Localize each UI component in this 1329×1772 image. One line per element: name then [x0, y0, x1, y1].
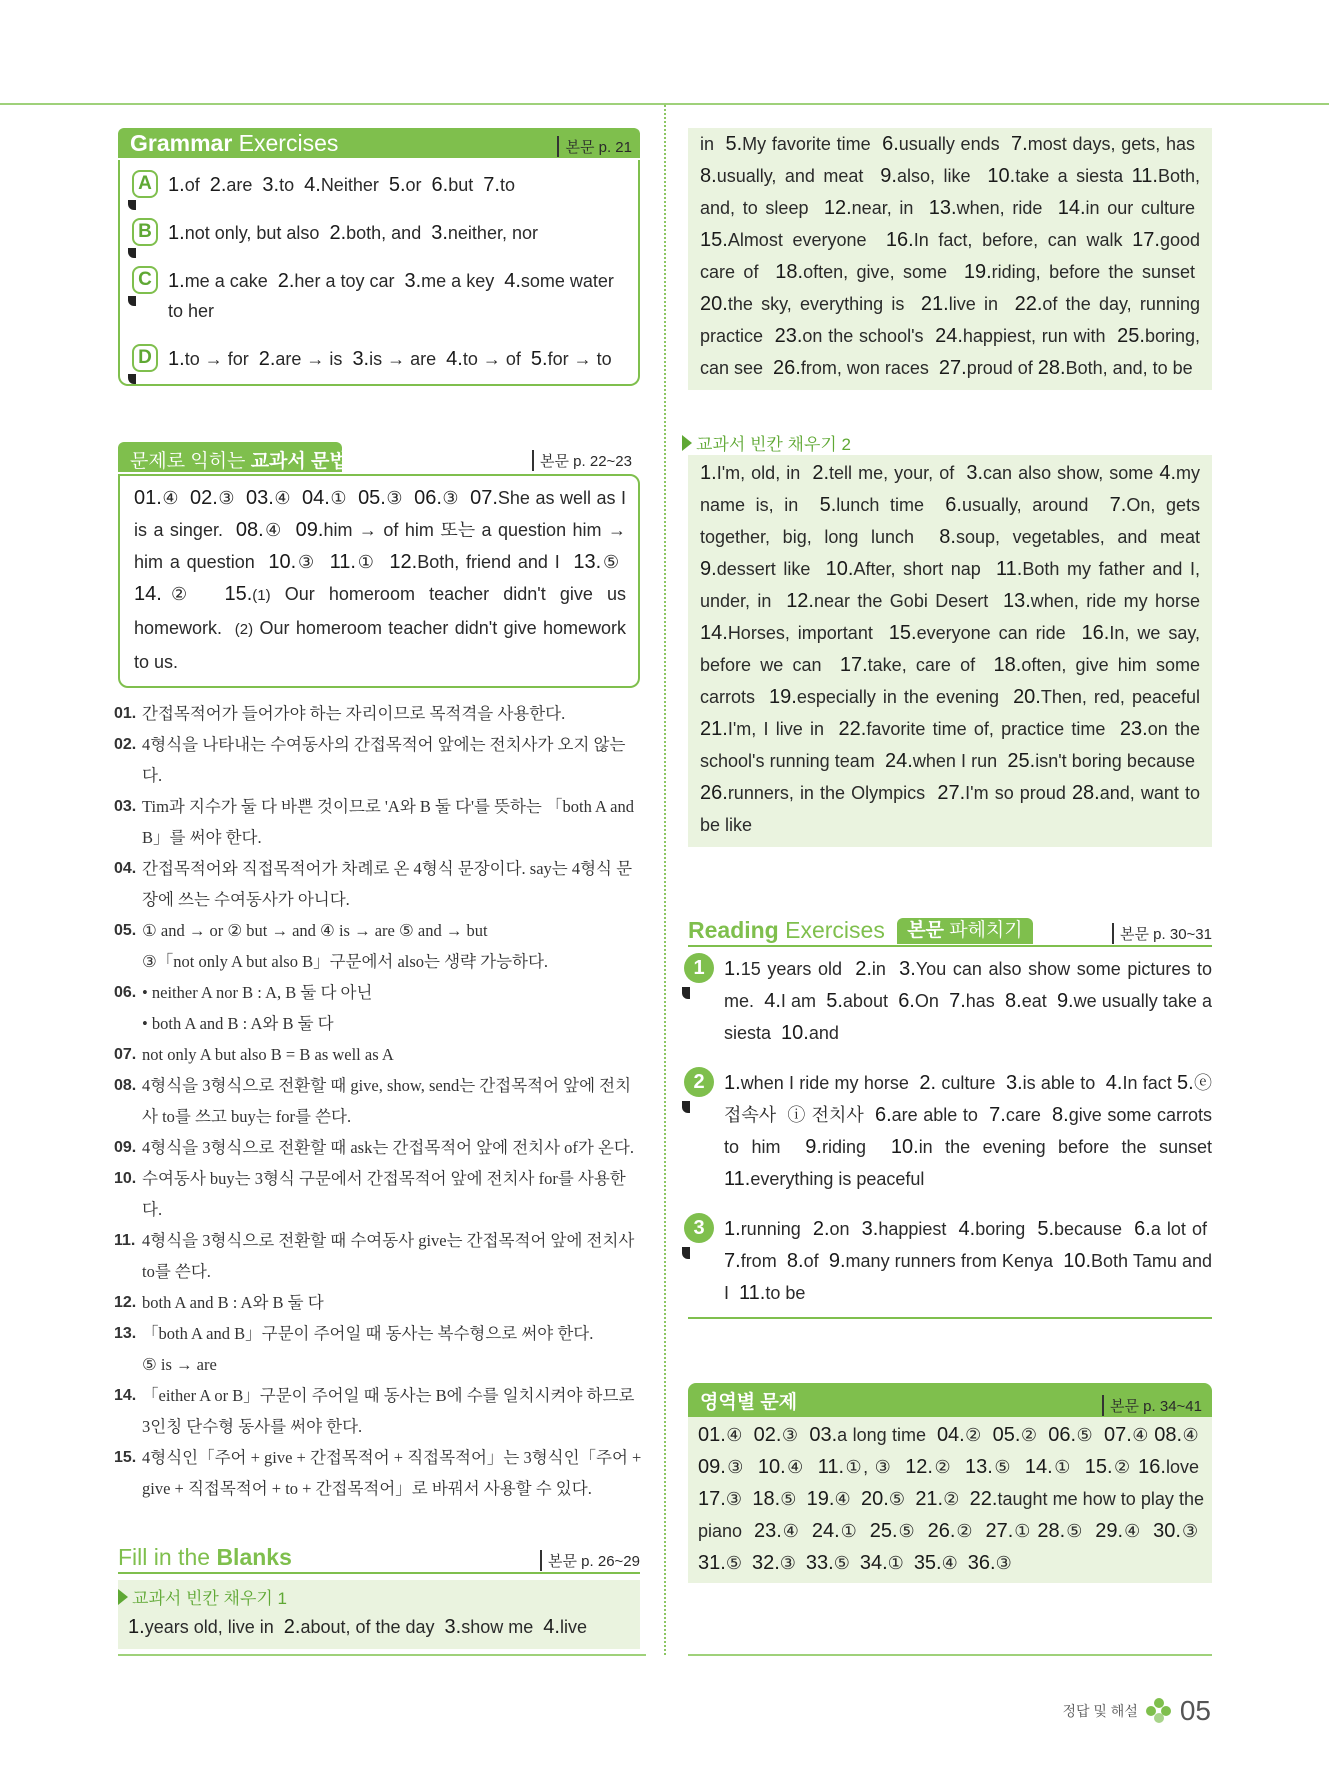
fill-blanks-1-answers-start: 1.years old, live in 2.about, of the day 3.show me 4.live: [118, 1611, 640, 1649]
explanation-number: 05.: [114, 922, 137, 939]
section-title: [130, 446, 348, 473]
row-answers: 1.15 years old 2.in 3.You can also show some pictures to me. 4.I am 5.about 6.On 7.has 8.eat 9.we usually take a siesta 10.and: [724, 958, 1213, 1044]
section-title: [688, 917, 1033, 944]
left-column: [114, 128, 644, 1649]
fill-blanks-section: [114, 1544, 644, 1649]
explanation-text: 4형식을 3형식으로 전환할 때 ask는 간접목적어 앞에 전치사 of가 온다.: [142, 1138, 634, 1157]
page-number: 05: [1179, 1695, 1211, 1726]
title-bold: Reading: [688, 917, 779, 943]
explanation-item: [114, 915, 644, 977]
row-answers: 1.me a cake 2.her a toy car 3.me a key 4.some water to her: [168, 270, 614, 321]
row-answers: 1.when I ride my horse 2. culture 3.is able to 4.In fact 5.ⓔ 접속사 ⓘ 전치사 6.are able to 7.care 8.give some carrots to him 9.riding 10.in the evening before the sunset 11.everything is peaceful: [724, 1072, 1213, 1190]
fill-blanks-2-block: [688, 426, 1212, 847]
triangle-bullet-icon: [118, 1589, 128, 1605]
explanation-text: • neither A nor B : A, B 둘 다 아닌 • both A and B : A와 B 둘 다: [142, 983, 373, 1033]
explanation-item: [114, 1380, 644, 1442]
reading-row-3: [693, 1213, 1212, 1309]
explanation-text: ① and → or ② but → and ④ is → are ⑤ and → but ③「not only A but also B」구문에서 also는 생략 가능하다.: [142, 921, 549, 971]
bottom-rule-right: [688, 1654, 1212, 1656]
explanation-text: 「both A and B」구문이 주어일 때 동사는 복수형으로 써야 한다. ⑤ is → are: [142, 1324, 594, 1374]
explanation-item: [114, 791, 644, 853]
sub-heading-text: 교과서 빈칸 채우기 1: [132, 1589, 287, 1608]
reading-exercises-answers: [688, 947, 1212, 1319]
reading-row-2: [693, 1067, 1213, 1195]
explanation-text: 수여동사 buy는 3형식 구문에서 간접목적어 앞에 전치사 for를 사용한다.: [142, 1169, 626, 1219]
explanation-item: [114, 977, 644, 1039]
grammar-practice-banner: [114, 442, 644, 474]
explanation-item: [114, 729, 644, 791]
row-tag: B: [132, 218, 158, 246]
row-number-badge: 1: [684, 953, 714, 983]
row-answers: 1.not only, but also 2.both, and 3.neither, nor: [168, 222, 538, 244]
title-light: Exercises: [238, 130, 339, 156]
explanation-number: 14.: [114, 1387, 137, 1404]
row-answers: 1.of 2.are 3.to 4.Neither 5.or 6.but 7.to: [168, 174, 515, 196]
area-problems-section: [688, 1383, 1212, 1583]
explanation-item: [114, 853, 644, 915]
answer-row-b: [138, 218, 628, 248]
fill-blanks-body: [118, 1580, 640, 1649]
explanation-item: [114, 1442, 644, 1504]
explanation-number: 10.: [114, 1170, 137, 1187]
explanation-item: [114, 1287, 644, 1318]
explanation-item: [114, 698, 644, 729]
explanation-text: not only A but also B = B as well as A: [142, 1045, 394, 1064]
page-reference: 본문 p. 34~41: [1102, 1395, 1202, 1416]
answer-row-d: [138, 344, 628, 374]
triangle-bullet-icon: [682, 435, 692, 451]
explanation-text: 4형식을 나타내는 수여동사의 간접목적어 앞에는 전치사가 오지 않는다.: [142, 735, 626, 785]
answer-row-a: [138, 170, 628, 200]
explanation-text: 간접목적어와 직접목적어가 차례로 온 4형식 문장이다. say는 4형식 문장에 쓰는 수여동사가 아니다.: [142, 859, 633, 909]
grammar-exercises-banner: [114, 128, 644, 160]
title-bold: Blanks: [216, 1544, 292, 1570]
explanation-number: 15.: [114, 1449, 137, 1466]
row-number-badge: 3: [684, 1213, 714, 1243]
grammar-practice-answers: 01.④ 02.③ 03.④ 04.① 05.③ 06.③ 07.She as well as I is a singer. 08.④ 09.him → of him 또는 a question him → him a question 10.③ 11.① 12.Both, friend and I 13.⑤ 14.② 15.(1) Our homeroom teacher didn't give us homework. (2) Our homeroom teacher didn't give homework to us.: [118, 474, 640, 688]
reading-exercises-header: [688, 917, 1212, 947]
row-answers: 1.to → for 2.are → is 3.is → are 4.to → of 5.for → to: [168, 348, 612, 370]
explanation-text: 「either A or B」구문이 주어일 때 동사는 B에 수를 일치시켜야 하므로 3인칭 단수형 동사를 써야 한다.: [142, 1386, 635, 1436]
explanation-text: 4형식을 3형식으로 전환할 때 give, show, send는 간접목적어 앞에 전치사 to를 쓰고 buy는 for를 쓴다.: [142, 1076, 632, 1126]
explanation-item: [114, 1225, 644, 1287]
explanation-item: [114, 1163, 644, 1225]
row-answers: 1.running 2.on 3.happiest 4.boring 5.because 6.a lot of 7.from 8.of 9.many runners from Kenya 10.Both Tamu and I 11.to be: [724, 1218, 1212, 1304]
explanation-text: both A and B : A와 B 둘 다: [142, 1293, 324, 1312]
answer-row-c: [138, 266, 628, 326]
page-reference: 본문 p. 26~29: [540, 1550, 640, 1571]
explanation-number: 12.: [114, 1294, 137, 1311]
area-problems-answers: 01.④ 02.③ 03.a long time 04.② 05.② 06.⑤ 07.④ 08.④ 09.③ 10.④ 11.①, ③ 12.② 13.⑤ 14.① 15.② 16.love 17.③ 18.⑤ 19.④ 20.⑤ 21.② 22.taught me how to play the piano 23.④ 24.① 25.⑤ 26.② 27.① 28.⑤ 29.④ 30.③ 31.⑤ 32.③ 33.⑤ 34.① 35.④ 36.③: [688, 1417, 1212, 1583]
section-title: [118, 1544, 292, 1571]
explanation-number: 02.: [114, 736, 137, 753]
explanation-item: [114, 1039, 644, 1070]
section-title: [130, 130, 338, 157]
sub-heading-1: [118, 1580, 640, 1609]
sub-heading-2: [682, 426, 1212, 455]
fill-blanks-header: [118, 1544, 640, 1574]
explanation-number: 08.: [114, 1077, 137, 1094]
explanation-text: 4형식을 3형식으로 전환할 때 수여동사 give는 간접목적어 앞에 전치사 to를 쓴다.: [142, 1231, 635, 1281]
title-bold: 교과서 문법: [250, 451, 348, 472]
page-reference: 본문 p. 21: [557, 136, 632, 157]
section-chip: [897, 918, 1032, 944]
grammar-practice-section: [114, 442, 644, 688]
row-tag: A: [132, 170, 158, 198]
page-reference: 본문 p. 22~23: [532, 450, 632, 471]
clover-leaf-icon: [1146, 1698, 1172, 1724]
explanation-number: 09.: [114, 1139, 137, 1156]
fill-blanks-1-answers-continued: in 5.My favorite time 6.usually ends 7.most days, gets, has 8.usually, and meat 9.also, like 10.take a siesta 11.Both, and, to sleep 12.near, in 13.when, ride 14.in our culture 15.Almost everyone 16.In fact, before, can walk 17.good care of 18.often, give, some 19.riding, before the sunset 20.the sky, everything is 21.live in 22.of the day, running practice 23.on the school's 24.happiest, run with 25.boring, can see 26.from, won races 27.proud of 28.Both, and, to be: [688, 128, 1212, 390]
explanation-number: 13.: [114, 1325, 137, 1342]
grammar-exercises-section: [114, 128, 644, 386]
sub-heading-text: 교과서 빈칸 채우기 2: [696, 435, 851, 454]
section-title: 영역별 문제: [700, 1392, 798, 1413]
explanation-number: 03.: [114, 798, 137, 815]
column-divider: [664, 105, 666, 1655]
bottom-rule-left: [118, 1654, 646, 1656]
chip-bold: 본문: [907, 920, 944, 941]
explanation-item: [114, 1318, 644, 1380]
grammar-exercises-answers: [118, 160, 640, 386]
reading-exercises-section: [688, 917, 1212, 1319]
right-column: [688, 128, 1212, 1583]
page-footer: [1062, 1695, 1211, 1727]
explanation-item: [114, 1070, 644, 1132]
explanation-list: [114, 698, 644, 1504]
explanation-item: [114, 1132, 644, 1163]
explanation-number: 07.: [114, 1046, 137, 1063]
page-reference: 본문 p. 30~31: [1112, 923, 1212, 944]
title-bold: Grammar: [130, 130, 233, 156]
row-tag: D: [132, 344, 158, 372]
row-tag: C: [132, 266, 158, 294]
area-problems-banner: [688, 1383, 1212, 1417]
explanation-number: 01.: [114, 705, 137, 722]
explanation-number: 06.: [114, 984, 137, 1001]
explanation-text: 4형식인「주어 + give + 간접목적어 + 직접목적어」는 3형식인「주어 + give + 직접목적어 + to + 간접목적어」로 바꿔서 사용할 수 있다.: [142, 1448, 642, 1498]
title-light: Fill in the: [118, 1544, 211, 1570]
explanation-text: Tim과 지수가 둘 다 바쁜 것이므로 'A와 B 둘 다'를 뜻하는 「both A and B」를 써야 한다.: [142, 797, 635, 847]
row-number-badge: 2: [684, 1067, 714, 1097]
explanation-number: 04.: [114, 860, 137, 877]
title-light: 문제로 익히는: [130, 451, 246, 472]
fill-blanks-2-answers: 1.I'm, old, in 2.tell me, your, of 3.can also show, some 4.my name is, in 5.lunch time 6.usually, around 7.On, gets together, big, long lunch 8.soup, vegetables, and meat 9.dessert like 10.After, short nap 11.Both my father and I, under, in 12.near the Gobi Desert 13.when, ride my horse 14.Horses, important 15.everyone can ride 16.In, we say, before we can 17.take, care of 18.often, give him some carrots 19.especially in the evening 20.Then, red, peaceful 21.I'm, I live in 22.favorite time of, practice time 23.on the school's running team 24.when I run 25.isn't boring because 26.runners, in the Olympics 27.I'm so proud 28.and, want to be like: [688, 457, 1212, 847]
reading-row-1: [693, 953, 1213, 1049]
chip-light: 파헤치기: [949, 920, 1023, 941]
footer-label: 정답 및 해설: [1062, 1703, 1138, 1719]
explanation-text: 간접목적어가 들어가야 하는 자리이므로 목적격을 사용한다.: [142, 704, 566, 723]
title-light: Exercises: [785, 917, 885, 943]
explanation-number: 11.: [114, 1232, 136, 1249]
